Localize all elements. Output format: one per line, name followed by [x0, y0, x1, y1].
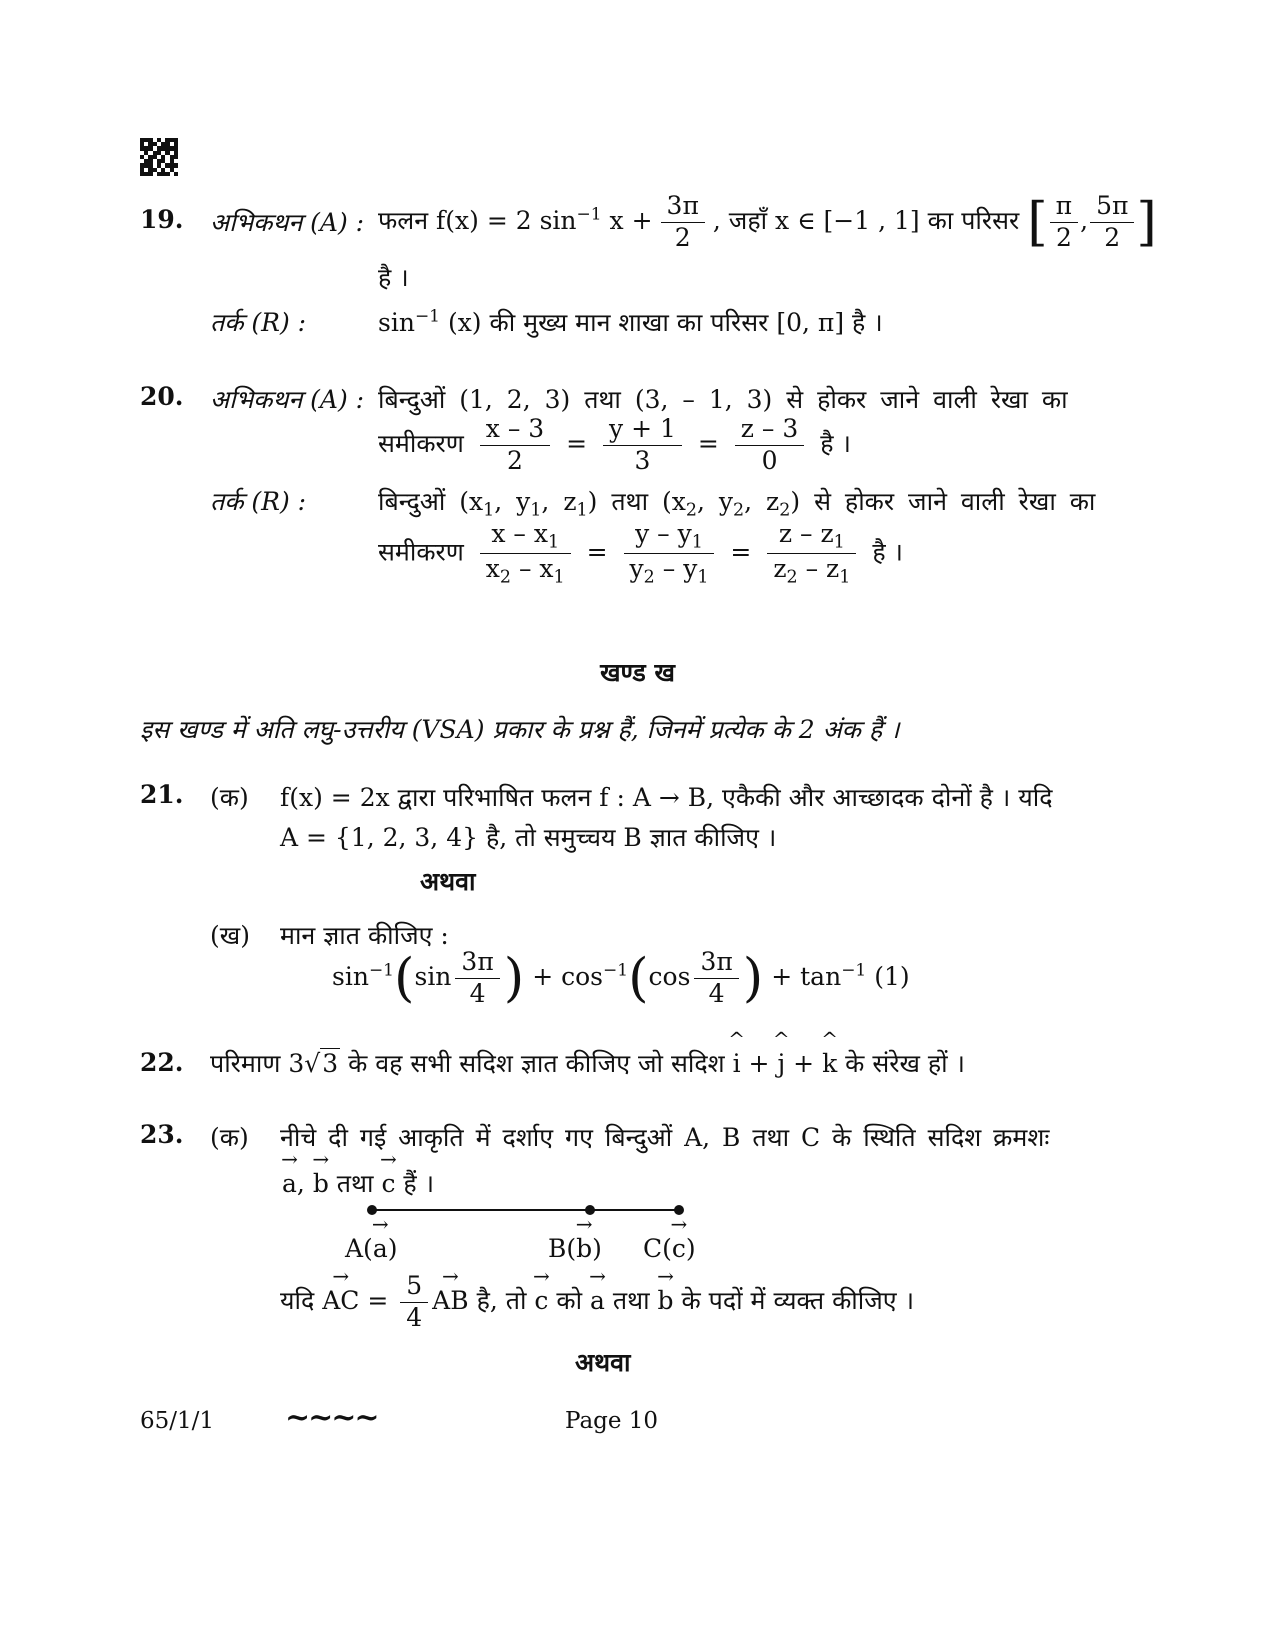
assertion-label-20: अभिकथन (A) :: [210, 385, 365, 414]
question-number-20: 20.: [140, 382, 184, 411]
question-number-21: 21.: [140, 780, 184, 809]
reason-equation-20: समीकरण $\frac{x - x_1}{x_2 - x_1}$ = $\frac{y - y_1}{y_2 - y_1}$ = $\frac{z - z_1}{z_2 - z_1}$ है ।: [378, 519, 904, 588]
q23-condition: यदि → AC = $\frac{5}{4}$ → AB है, तो → c को → a तथा → b के पदों में व्यक्त कीजिए ।: [280, 1272, 914, 1333]
q23-or: अथवा: [575, 1348, 631, 1377]
q21-kha-text: मान ज्ञात कीजिए :: [280, 921, 449, 950]
qr-code: [140, 138, 178, 176]
assertion-end-19: है ।: [378, 263, 409, 292]
q23-line1: नीचे दी गई आकृति में दर्शाए गए बिन्दुओं A, B तथा C के स्थिति सदिश क्रमशः: [280, 1123, 1050, 1152]
section-instruction: इस खण्ड में अति लघु-उत्तरीय (VSA) प्रकार के प्रश्न हैं, जिनमें प्रत्येक के 2 अंक हैं ।: [140, 715, 900, 744]
point-a-label: A(→ a): [345, 1232, 397, 1263]
q21-or: अथवा: [420, 867, 476, 896]
q21-line2: A = {1, 2, 3, 4} है, तो समुच्चय B ज्ञात कीजिए ।: [280, 823, 777, 852]
part-kha-21: (ख): [210, 921, 250, 950]
q21-line1: f(x) = 2x द्वारा परिभाषित फलन f : A → B, एकैकी और आच्छादक दोनों है । यदि: [280, 783, 1053, 812]
point-c-label: C(→ c): [643, 1232, 696, 1263]
question-number-22: 22.: [140, 1048, 184, 1077]
assertion-label-19: अभिकथन (A) :: [210, 208, 365, 237]
section-title: खण्ड ख: [600, 658, 675, 687]
assertion-text-19: फलन f(x) = 2 $\sin^{-1} x$ + $\frac{3\pi}{2}$ , जहाँ x ∈ [−1 , 1] का परिसर [ $\frac{\pi}{2}$ , $\frac{5\pi}{2}$ ]: [378, 191, 1157, 253]
part-ka-21: (क): [210, 783, 249, 812]
reason-label-19: तर्क (R) :: [210, 308, 307, 337]
reason-label-20: तर्क (R) :: [210, 487, 307, 516]
assertion-equation-20: समीकरण $\frac{x - 3}{2}$ = $\frac{y + 1}{3}$ = $\frac{z - 3}{0}$ है ।: [378, 414, 851, 475]
part-ka-23: (क): [210, 1123, 249, 1152]
paper-code: 65/1/1: [140, 1408, 215, 1434]
line-segment-figure: [360, 1200, 700, 1220]
question-number-23: 23.: [140, 1120, 184, 1149]
question-number-19: 19.: [140, 205, 184, 234]
reason-text-19: $\sin^{-1} (x)$ की मुख्य मान शाखा का परिसर [0, π] है ।: [378, 306, 883, 337]
q22-text: परिमाण 3√3 के वह सभी सदिश ज्ञात कीजिए जो सदिश ^ i + ^ j + ^ k के संरेख हों ।: [210, 1046, 965, 1080]
page-number: Page 10: [565, 1408, 659, 1434]
q23-line2: → a, → b तथा → c हैं ।: [282, 1166, 434, 1200]
tilde-mark: ~~~~: [285, 1400, 378, 1435]
assertion-line-20: बिन्दुओं (1, 2, 3) तथा (3, – 1, 3) से होकर जाने वाली रेखा का: [378, 385, 1068, 414]
reason-line-20: बिन्दुओं ($x_1$, $y_1$, $z_1$) तथा ($x_2$, $y_2$, $z_2$) से होकर जाने वाली रेखा का: [378, 487, 1096, 521]
point-b-label: B(→ b): [548, 1232, 602, 1263]
q21-expression: $\sin^{-1}(\sin$ $\frac{3\pi}{4}$ ) + $\cos^{-1}(\cos$ $\frac{3\pi}{4}$ ) + $\tan^{-1} (1)$: [332, 947, 910, 1009]
